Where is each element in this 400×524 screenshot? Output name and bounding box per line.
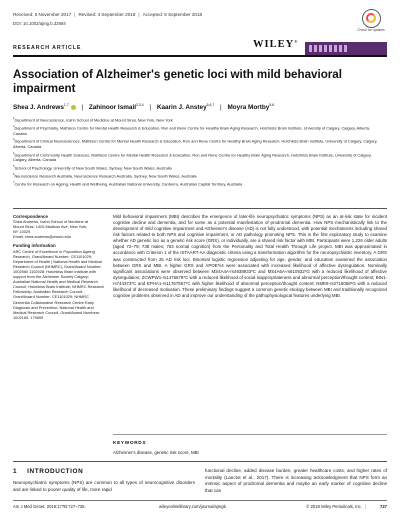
section-rule [13, 208, 387, 209]
author-name[interactable]: Zahinoor Ismail [88, 104, 137, 112]
page-number: 727 [380, 504, 387, 509]
correspondence-email[interactable]: Email: shea.andrews@mssm.edu [13, 234, 72, 240]
history-separator: | [74, 12, 76, 17]
history-separator: | [138, 12, 140, 17]
orcid-icon[interactable] [71, 105, 76, 110]
author-affiliation-ref: 5,6,7 [206, 103, 215, 107]
article-history [13, 12, 202, 17]
author-affiliation-ref: 1,7, [63, 103, 70, 107]
correspondence-block: Shea Andrews, Icahn School of Medicine at Mount Sinai, 1425 Madison Ave, New York, NY 10029. Email: shea.andrews@mssm.edu [13, 219, 89, 240]
footer-rule [13, 500, 387, 501]
affiliation-item: $^7$Centre for Research on Ageing, Health and Wellbeing, Australian National University, Canberra, Australian Capital Territory, Australia [13, 181, 243, 187]
header-rule [13, 55, 387, 57]
affiliation-item: $^4$Department of Community Health Sciences, Mathison Centre for Mental Health Research & Education, Ron and Rene Centre for Healthy Brain Aging Research, Hotchkiss Brain Institute, University of Calgary, Calgary, Alberta, Canada [13, 151, 372, 163]
author-name[interactable]: Moyra Mortby [227, 104, 270, 112]
affiliation-item: $^2$Department of Psychiatry, Mathison Centre for Mental Health Research & Education, Ron and Rene Centre for Healthy Brain Aging Research, Hotchkiss Brain Institute, University of Calgary, Calgary, Alberta, Canada [13, 125, 370, 136]
section-heading [13, 468, 83, 475]
affiliation-item: $^3$Department of Clinical Neurosciences, Mathison Centre for Mental Health Research & Education, Ron and Rene Centre for Healthy Brain Aging Research, Hotchkiss Brain Institute, University of Calgary, Calgary, Alberta, Canada [13, 138, 378, 149]
affiliation-item: $^6$Neuroscience Research Australia, Neuroscience Research Australia, Sydney, New South Wales, Australia [13, 173, 197, 179]
section-rule [13, 461, 387, 462]
author-affiliation-ref: 2,3,4 [136, 103, 144, 107]
author-list [13, 103, 274, 111]
publisher-name: WILEY [253, 39, 295, 50]
funding-block [13, 243, 105, 319]
correspondence-heading: Correspondence [13, 214, 48, 219]
author-separator: | [81, 104, 84, 112]
author-name[interactable]: Kaarin J. Anstey [156, 104, 207, 112]
keywords-text: Alzheimer's disease, genetic risk score, MBI [113, 450, 199, 455]
abstract-text: Mild behavioral impairment (MBI) describes the emergence of later-life neuropsychiatric symptoms (NPS) as an at-risk state for incident cognitive decline and dementia, and for some as a potential manifestation of prodromal dementia. How NPS mechanistically link to the development of mild cognitive impairment and Alzheimer's disease (AD) is not fully understood, with potential mechanisms including shared risk factors related to both NPS and cognitive impairment, or AD pathology promoting NPS. This is the first exploratory study to examine whether AD genetic loci as a genetic risk score (GRS), or individually, are a shared risk factor with MBI. Participants were 1,226 older adults (aged 72–79; 738 males; 763 normal cognition) from the Personality and Total Health Through Life project. MBI was approximated in accordance with Criterion 1 of the ISTAART-AA diagnostic criteria using a transformation algorithm for the neuropsychiatric inventory. A GRS was constructed from 25 AD risk loci. Binomial logistic regression adjusting for age, gender, and education examined the association between GRS and MBI. A higher GRS and APOE*ε4 were associated with increased likelihood of affective dysregulation. Nominally significant associations were observed between MS4A4A-rs4938933*C and MS4A6A-rs610932*G with a reduced likelihood of affective dysregulation; ZCWPW1-rs1476679*C with a reduced likelihood of social inappropriateness and abnormal perception/thought content; BIN1-rs744373*C and EPHA1-rs11767557*C with higher likelihood of abnormal perception/thought content; NME8-rs2718058*G with a reduced likelihood of decreased motivation. These preliminary findings suggest a common genetic etiology between MBI and traditionally recognized cognitive problems observed in AD and improve our understanding of the pathophysiological features underlying MBI. [113, 214, 387, 299]
accepted-date: Accepted: 6 September 2018 [142, 12, 203, 17]
article-sidebar [13, 214, 105, 320]
keywords-rule [113, 434, 387, 435]
body-text-right: functional decline, added disease burden, greater healthcare costs, and higher rates of mortality (Lanctot et al., 2017). There is increasing acknowledgment that NPS form an intrinsic aspect of prodromal dementia and maybe an early marker of cognitive decline that can [205, 468, 387, 493]
funding-heading: Funding information [13, 243, 56, 249]
check-for-updates-badge[interactable] [356, 9, 386, 43]
author-name[interactable]: Shea J. Andrews [13, 104, 64, 112]
received-date: Received: 5 November 2017 [13, 12, 72, 17]
registered-mark: ® [294, 39, 299, 44]
journal-url[interactable]: wileyonlinelibrary.com/journal/ajmgb [159, 504, 226, 509]
affiliation-item: $^5$School of Psychology, University of New South Wales, Sydney, New South Wales, Australia [13, 164, 172, 171]
author-separator: | [220, 104, 222, 112]
section-number: 1 [13, 468, 18, 475]
publisher-logo [253, 39, 298, 50]
section-title: INTRODUCTION [27, 468, 84, 475]
abstract [113, 214, 387, 299]
doi[interactable]: DOI: 10.1002/ajmg.b.32684 [13, 21, 66, 26]
affiliation-list [13, 116, 383, 188]
revised-date: Revised: 4 September 2018 [78, 12, 136, 17]
affiliation-item: $^1$Department of Neuroscience, Icahn School of Medicine at Mount Sinai, New York, New York [13, 117, 173, 123]
crossmark-icon [362, 9, 381, 28]
journal-banner [305, 42, 387, 55]
journal-citation: Am J Med Genet. 2018;177B:727–735. [13, 504, 86, 509]
badge-label: Check for updates [357, 28, 385, 32]
keywords-heading: KEYWORDS [113, 440, 147, 445]
article-type-label: RESEARCH ARTICLE [13, 45, 82, 51]
article-title: Association of Alzheimer's genetic loci with mild behavioral impairment [13, 68, 342, 95]
body-text-left: Neuropsychiatric symptoms (NPS) are common to all types of neurocognitive disorders and are linked to poorer quality of life, more rapid [13, 480, 195, 492]
author-separator: | [149, 104, 152, 112]
copyright: © 2018 Wiley Periodicals, Inc. | [306, 504, 366, 509]
funding-text: ARC Centre of Excellence in Population Ageing Research, Grant/Award Number: CE1101029; Department of Health | National Health and Medical Research Council (NHMRC), Grant/Award Number: 1002560 1102028; Hotchkiss Brain Institute with support from the Alzheimer Society Calgary; Australian National Health and Medical Research Council; Hotchkiss Brain Institute; NHMRC Research Fellowship; Australian Research Council , Grant/Award Number: CE1101029; NHMRC Dementia Collaborative Research Centre Early Diagnosis and Prevention; National Health and Medical Research Council, Grant/Award Numbers: 1002160, 179805 [13, 248, 105, 320]
author-affiliation-ref: 5,6 [269, 103, 275, 107]
